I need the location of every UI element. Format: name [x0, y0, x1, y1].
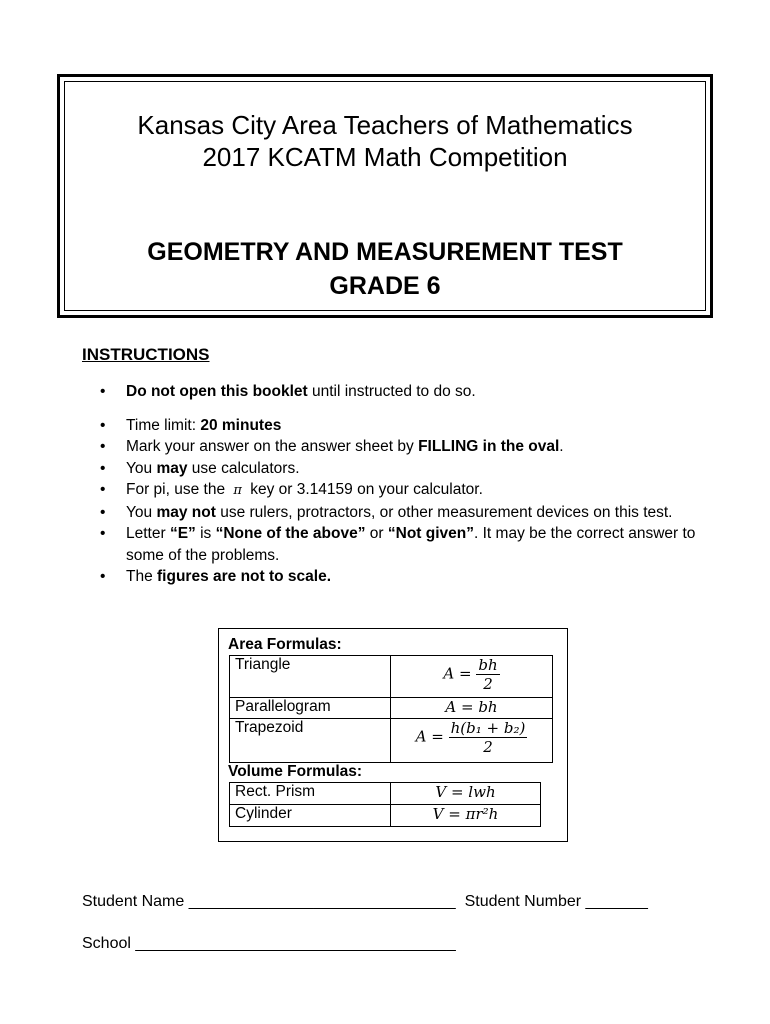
trapezoid-formula: A = $\frac{\text{h(b₁ + b₂)}}{2}$: [391, 719, 553, 763]
student-name-label: Student Name: [82, 893, 185, 910]
instruction-item: • The figures are not to scale.: [100, 568, 332, 585]
instruction-item: • Letter “E” is “None of the above” or “Not given”. It may be the correct answer to some of the problems.: [100, 525, 696, 564]
grade-title: GRADE 6: [329, 272, 441, 300]
school-field[interactable]: ____________________________________: [135, 935, 456, 952]
volume-formulas-heading: Volume Formulas:: [228, 763, 363, 780]
school-info-line: [82, 935, 456, 953]
title-box-inner-border: [64, 81, 706, 311]
formula-row-rect-prism: [230, 783, 541, 805]
school-label: School: [82, 935, 131, 952]
instruction-item: • Do not open this booklet until instructed to do so.: [100, 383, 476, 400]
instruction-item: • You may not use rulers, protractors, or other measurement devices on this test.: [100, 503, 673, 521]
test-title: GEOMETRY AND MEASUREMENT TEST: [147, 238, 623, 266]
instructions-list: [98, 381, 698, 588]
competition-title: 2017 KCATM Math Competition: [202, 142, 568, 172]
parallelogram-formula: A = bh: [391, 698, 553, 719]
rect-prism-formula: V = lwh: [391, 783, 541, 805]
pi-symbol: π: [233, 483, 242, 498]
cylinder-formula: V = πr²h: [391, 805, 541, 827]
student-number-field[interactable]: _______: [585, 893, 648, 910]
formula-row-parallelogram: [230, 698, 553, 719]
student-number-label: Student Number: [464, 893, 582, 910]
instruction-item: • For pi, use the π key or 3.14159 on your calculator.: [100, 481, 483, 498]
title-box: [57, 74, 713, 318]
cylinder-label: Cylinder: [230, 805, 391, 827]
instruction-item: • Time limit: 20 minutes: [100, 416, 282, 434]
formula-row-triangle: [230, 656, 553, 698]
volume-formula-table: [229, 782, 541, 827]
instruction-item: • Mark your answer on the answer sheet by FILLING in the oval.: [100, 438, 564, 455]
triangle-formula: A = $\frac{bh}{2}$: [391, 656, 553, 698]
student-info-line: [82, 893, 648, 911]
instructions-heading: INSTRUCTIONS: [82, 345, 210, 364]
formula-box: [218, 628, 568, 842]
triangle-label: Triangle: [230, 656, 391, 698]
formula-row-trapezoid: [230, 719, 553, 763]
area-formulas-heading: Area Formulas:: [228, 636, 342, 653]
instruction-item: • You may use calculators.: [100, 459, 300, 477]
organization-title: Kansas City Area Teachers of Mathematics: [137, 110, 633, 140]
formula-row-cylinder: [230, 805, 541, 827]
rect-prism-label: Rect. Prism: [230, 783, 391, 805]
area-formula-table: [229, 655, 553, 763]
student-name-field[interactable]: ______________________________: [188, 893, 456, 910]
parallelogram-label: Parallelogram: [230, 698, 391, 719]
trapezoid-label: Trapezoid: [230, 719, 391, 763]
